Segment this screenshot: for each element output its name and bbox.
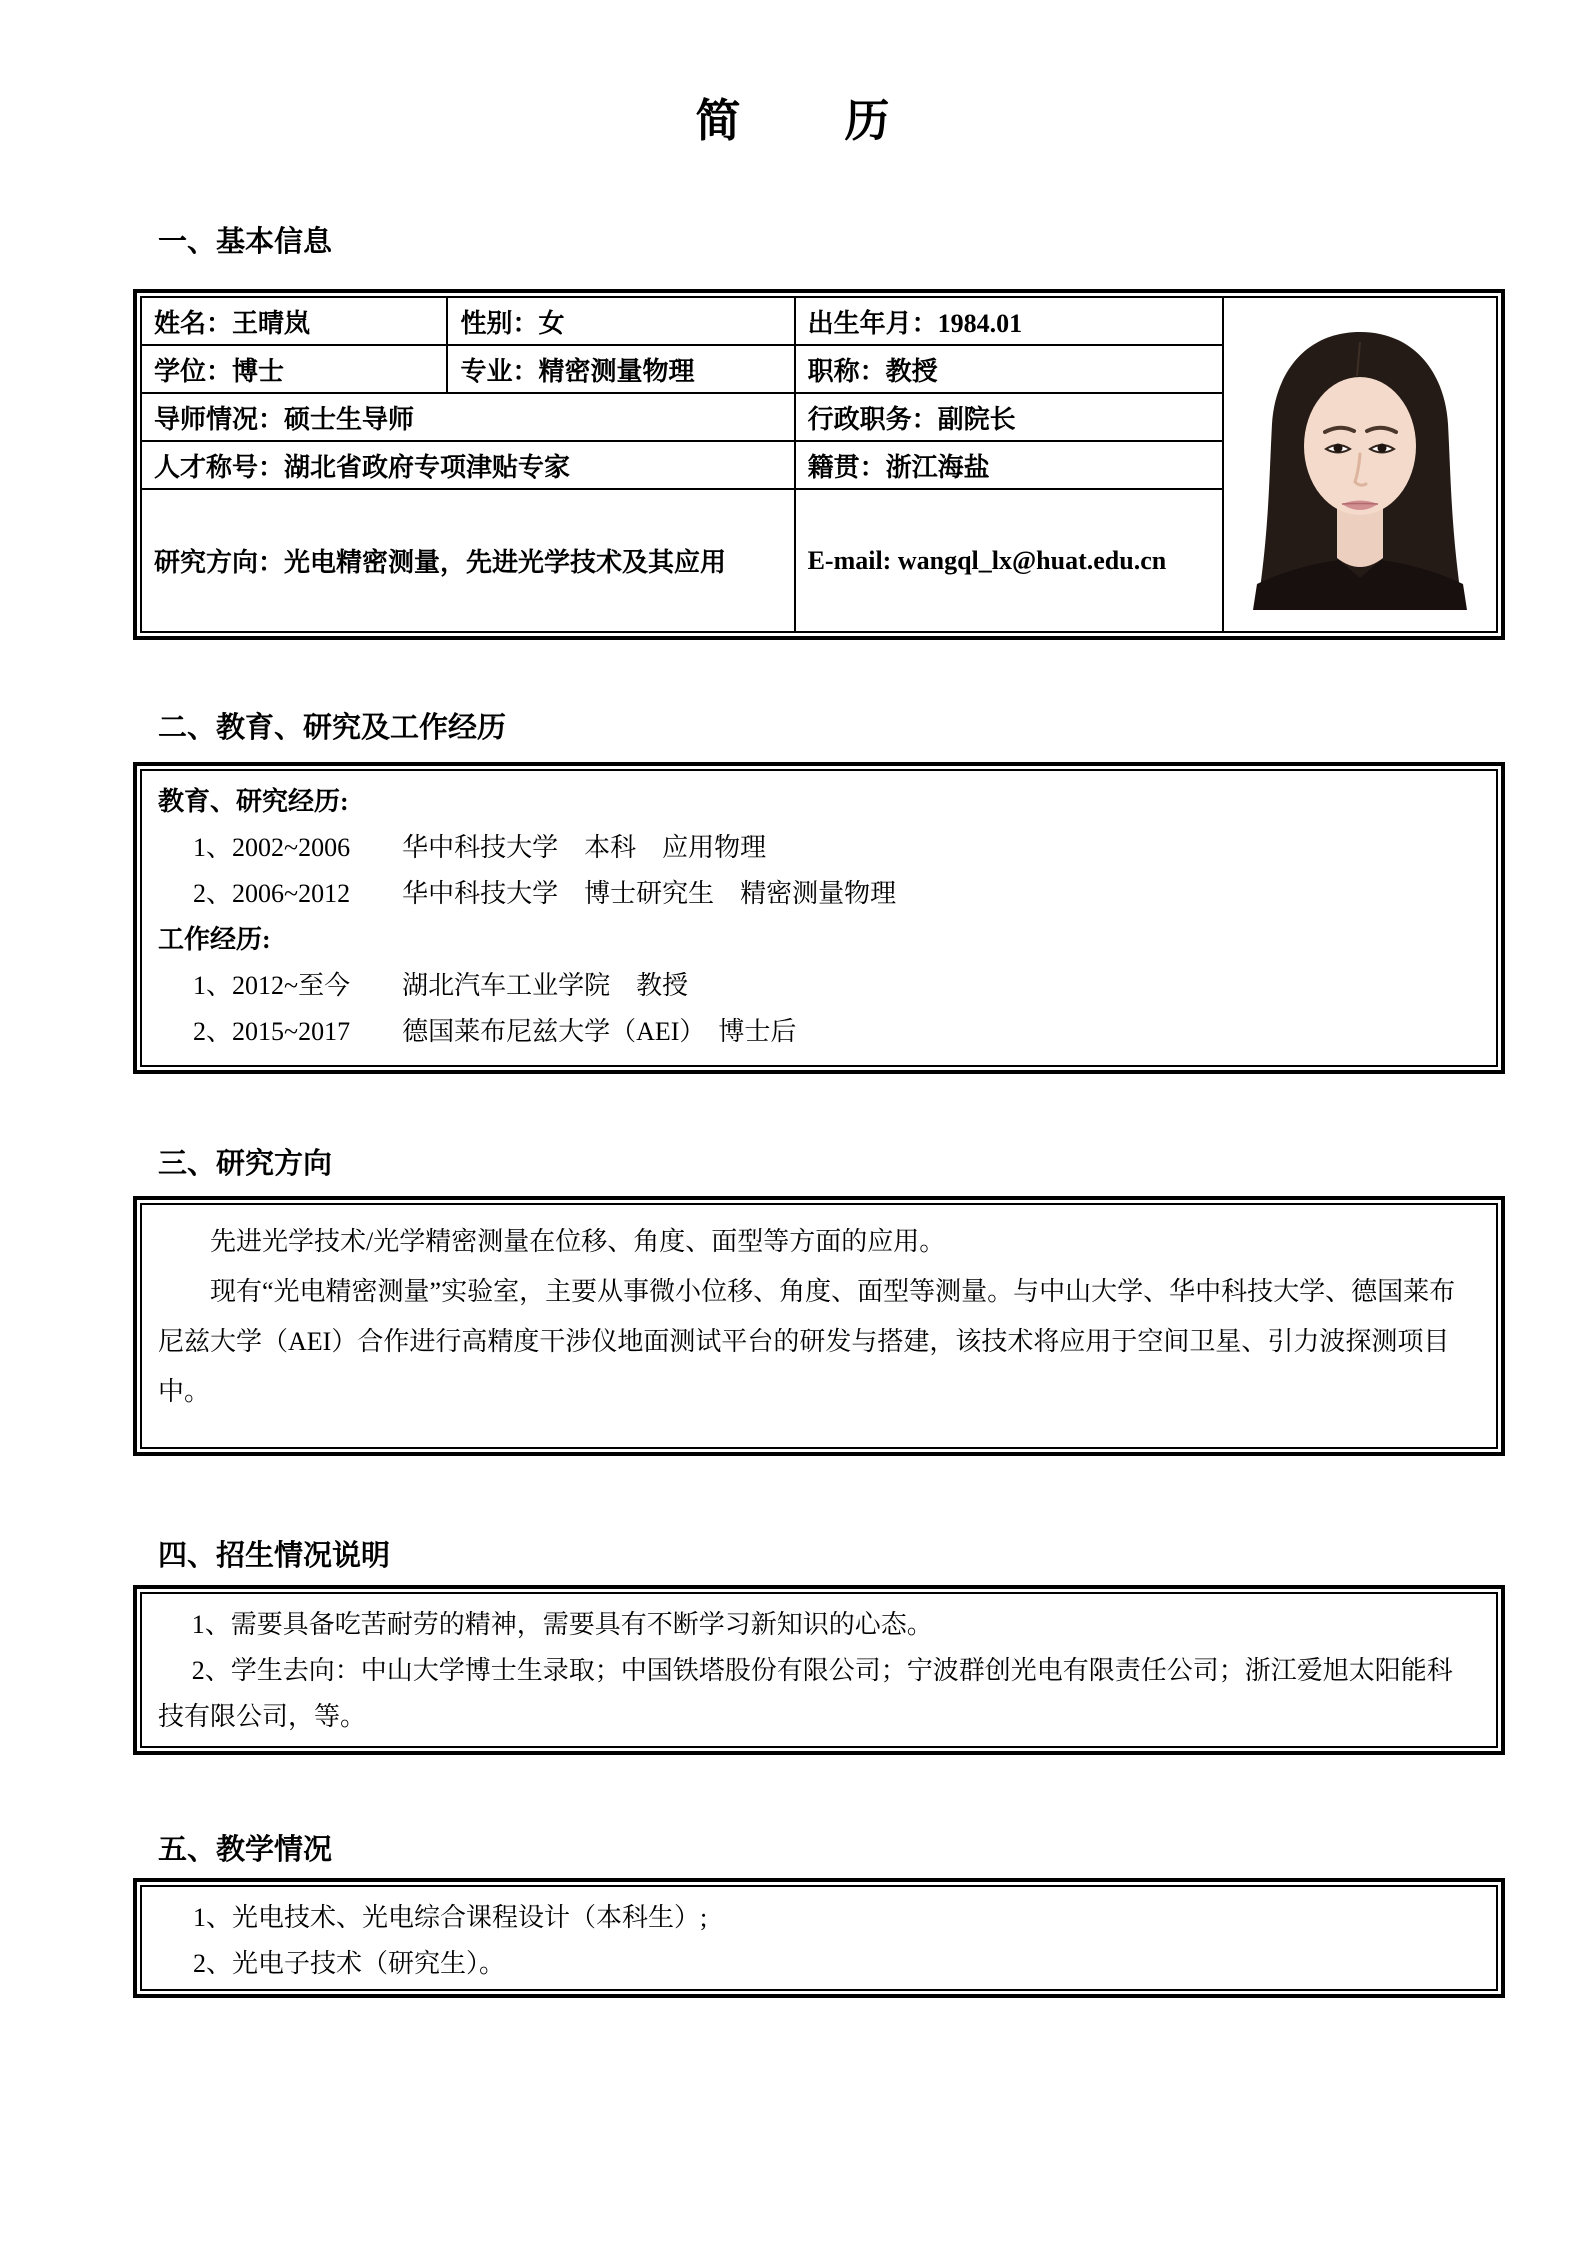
experience-box xyxy=(133,762,1505,1074)
title-char-1: 简 xyxy=(695,96,743,146)
birth-cell: 出生年月：1984.01 xyxy=(795,297,1223,345)
research-box-inner xyxy=(140,1203,1498,1449)
work-item: 1、2012~至今 湖北汽车工业学院 教授 xyxy=(193,971,689,1000)
research-paragraph: 现有“光电精密测量”实验室，主要从事微小位移、角度、面型等测量。与中山大学、华中科技大学、德国莱布尼兹大学（AEI）合作进行高精度干涉仪地面测试平台的研发与搭建，该技术将应用于空间卫星、引力波探测项目中。 xyxy=(158,1277,1456,1406)
section-heading-basic-info: 一、基本信息 xyxy=(158,226,333,258)
teaching-item: 2、光电子技术（研究生）。 xyxy=(193,1949,506,1978)
education-research-label: 教育、研究经历: xyxy=(158,787,349,816)
experience-box-inner xyxy=(140,769,1498,1067)
advisor-status-cell: 导师情况：硕士生导师 xyxy=(141,393,795,441)
teaching-box xyxy=(133,1878,1505,1998)
admission-box-inner xyxy=(140,1592,1498,1748)
email-cell: E-mail: wangql_lx@huat.edu.cn xyxy=(795,489,1223,632)
research-direction-cell: 研究方向：光电精密测量，先进光学技术及其应用 xyxy=(141,489,795,632)
left-iris xyxy=(1334,444,1343,453)
research-box xyxy=(133,1196,1505,1456)
research-paragraph: 先进光学技术/光学精密测量在位移、角度、面型等方面的应用。 xyxy=(210,1227,946,1256)
work-item: 2、2015~2017 德国莱布尼兹大学（AEI） 博士后 xyxy=(193,1017,797,1046)
major-cell: 专业：精密测量物理 xyxy=(447,345,794,393)
table-row xyxy=(141,297,1497,345)
lips-line xyxy=(1342,504,1378,505)
teaching-box-inner xyxy=(140,1885,1498,1991)
section-heading-experience: 二、教育、研究及工作经历 xyxy=(158,712,507,744)
education-item: 1、2002~2006 华中科技大学 本科 应用物理 xyxy=(193,833,767,862)
page-title xyxy=(0,84,1587,149)
admin-post-cell: 行政职务：副院长 xyxy=(795,393,1223,441)
photo-cell xyxy=(1223,297,1497,632)
title-char-2: 历 xyxy=(844,96,892,146)
talent-title-cell: 人才称号：湖北省政府专项津贴专家 xyxy=(141,441,795,489)
section-heading-teaching: 五、教学情况 xyxy=(158,1834,333,1866)
portrait-photo xyxy=(1239,326,1481,610)
teaching-item: 1、光电技术、光电综合课程设计（本科生）; xyxy=(193,1903,708,1932)
admission-box xyxy=(133,1585,1505,1755)
native-place-cell: 籍贯：浙江海盐 xyxy=(795,441,1223,489)
education-item: 2、2006~2012 华中科技大学 博士研究生 精密测量物理 xyxy=(193,879,897,908)
admission-item: 2、学生去向：中山大学博士生录取；中国铁塔股份有限公司；宁波群创光电有限责任公司；浙江爱旭太阳能科技有限公司，等。 xyxy=(158,1656,1453,1731)
degree-cell: 学位：博士 xyxy=(141,345,447,393)
gender-cell: 性别：女 xyxy=(447,297,794,345)
basic-info-table xyxy=(133,289,1505,640)
face-shape xyxy=(1304,377,1416,515)
right-iris xyxy=(1378,444,1387,453)
work-experience-label: 工作经历: xyxy=(158,925,271,954)
admission-item: 1、需要具备吃苦耐劳的精神，需要具有不断学习新知识的心态。 xyxy=(191,1610,933,1639)
section-heading-research: 三、研究方向 xyxy=(158,1148,333,1180)
basic-info-grid xyxy=(140,296,1498,633)
professional-title-cell: 职称：教授 xyxy=(795,345,1223,393)
section-heading-admission: 四、招生情况说明 xyxy=(158,1540,391,1572)
name-cell: 姓名：王晴岚 xyxy=(141,297,447,345)
